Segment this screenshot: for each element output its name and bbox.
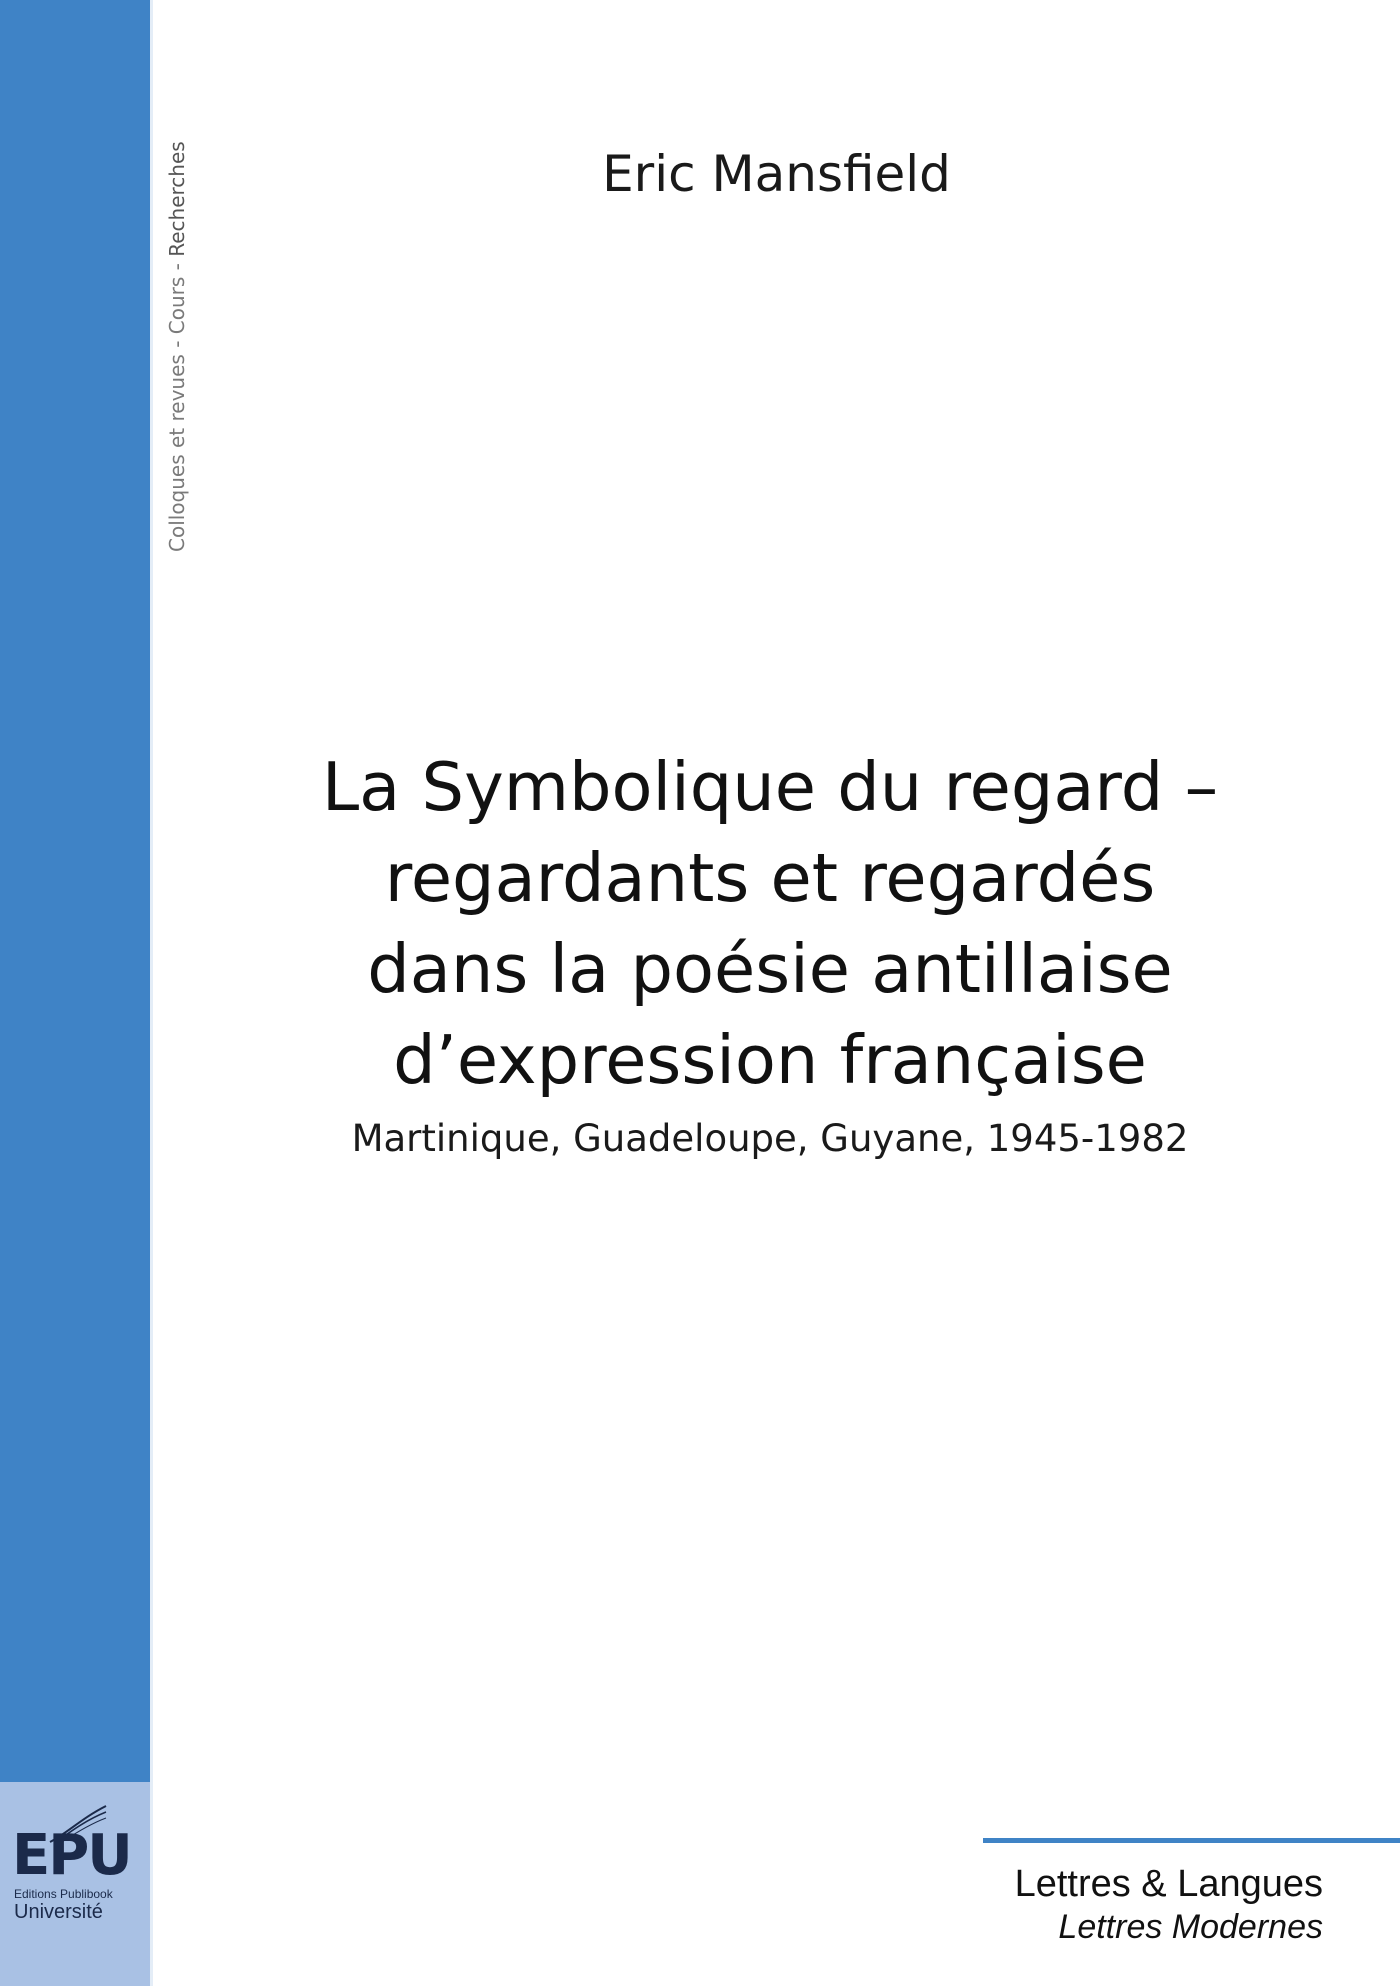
- logo-universite: Université: [14, 1901, 103, 1923]
- category-block: [900, 1862, 1323, 1948]
- title-line: d’expression française: [393, 1021, 1147, 1099]
- book-title: [300, 742, 1240, 1106]
- collection-highlight: Recherches: [165, 141, 189, 257]
- spine-divider: [150, 0, 153, 1986]
- category-main: Lettres & Langues: [1014, 1863, 1323, 1905]
- cover-spine-band: [0, 0, 150, 1782]
- title-line: La Symbolique du regard –: [321, 748, 1219, 826]
- logo-publisher-name: Editions Publibook: [14, 1887, 113, 1901]
- collection-text: Colloques et revues - Cours -: [165, 256, 189, 552]
- publisher-logo: [0, 1782, 150, 1986]
- title-line: dans la poésie antillaise: [367, 930, 1173, 1008]
- book-subtitle: Martinique, Guadeloupe, Guyane, 1945-1982: [351, 1117, 1189, 1160]
- author-name: Eric Mansfield: [602, 145, 951, 203]
- title-line: regardants et regardés: [384, 839, 1156, 917]
- category-rule: [983, 1838, 1400, 1843]
- category-sub: Lettres Modernes: [1058, 1908, 1323, 1946]
- logo-letters: EPU: [12, 1823, 131, 1888]
